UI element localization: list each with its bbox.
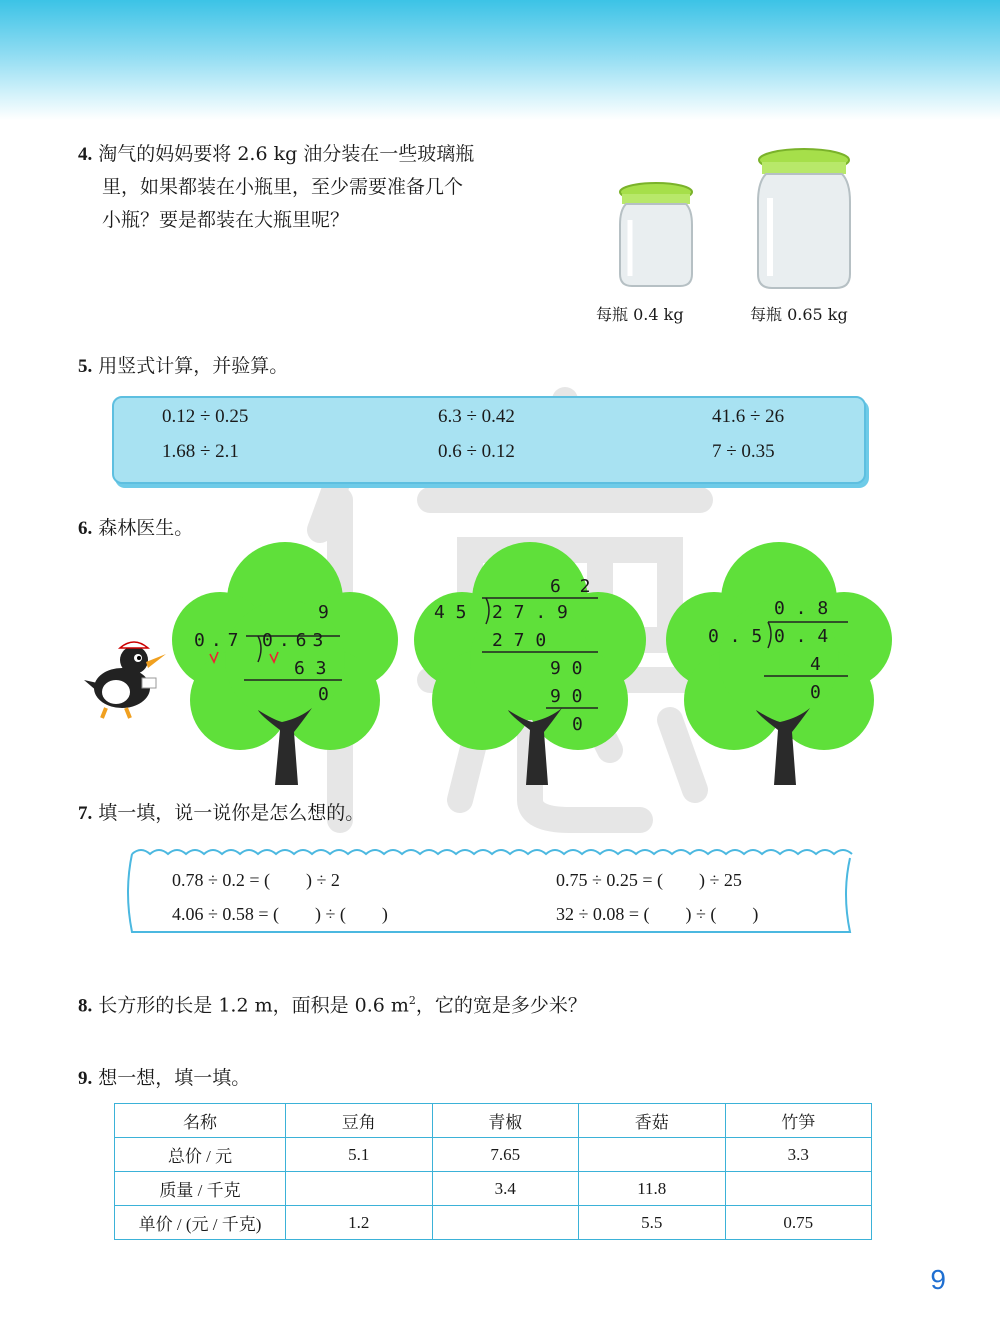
tree-2-remainder: 0 xyxy=(572,714,583,735)
tree-3-product: 4 xyxy=(810,654,821,675)
table-cell: 3.3 xyxy=(725,1138,872,1172)
woodpecker-icon xyxy=(76,632,168,720)
tree-1-product: 6 3 xyxy=(294,658,327,679)
tree-2-quotient: 6 2 xyxy=(550,576,595,597)
large-jar-image xyxy=(754,146,854,292)
question-8 xyxy=(78,984,587,1022)
page-number: 9 xyxy=(930,1264,946,1295)
table-cell xyxy=(432,1206,579,1240)
tree-2 xyxy=(410,540,650,785)
table-cell: 名称 xyxy=(115,1104,286,1138)
table-cell xyxy=(579,1138,726,1172)
fill-item: 4.06 ÷ 0.58 = ( ) ÷ ( ) xyxy=(172,904,388,924)
small-jar-image xyxy=(616,180,696,290)
correction-mark xyxy=(194,638,314,668)
header-band xyxy=(0,0,1000,120)
tree-1 xyxy=(170,540,400,785)
calculation-box xyxy=(112,396,866,484)
table-cell: 11.8 xyxy=(579,1172,726,1206)
question-number: 8. xyxy=(78,995,93,1017)
table-cell: 香菇 xyxy=(579,1104,726,1138)
question-5 xyxy=(78,350,288,383)
tree-3-dividend: 0 . 4 xyxy=(774,626,829,647)
tree-1-quotient: 9 xyxy=(318,602,329,623)
question-5-text: 用竖式计算，并验算。 xyxy=(98,355,289,377)
tree-2-product-1: 2 7 0 xyxy=(492,630,547,651)
fill-item: 0.78 ÷ 0.2 = ( ) ÷ 2 xyxy=(172,870,340,890)
table-cell: 青椒 xyxy=(432,1104,579,1138)
table-cell: 1.2 xyxy=(286,1206,433,1240)
tree-2-step-1: 9 0 xyxy=(550,658,583,679)
question-4-line-2: 里，如果都装在小瓶里，至少需要准备几个 xyxy=(102,176,464,198)
table-cell xyxy=(286,1172,433,1206)
question-number: 6. xyxy=(78,518,93,539)
question-6-text: 森林医生。 xyxy=(98,517,194,539)
price-table xyxy=(114,1103,872,1240)
tree-3-quotient: 0 . 8 xyxy=(774,598,829,619)
table-cell: 5.1 xyxy=(286,1138,433,1172)
question-number: 4. xyxy=(78,144,93,165)
tree-1-divisor: 0.7 xyxy=(194,630,245,651)
tree-2-dividend: 2 7 . 9 xyxy=(492,602,568,623)
small-jar-caption: 每瓶 0.4 kg xyxy=(596,305,684,324)
table-cell: 3.4 xyxy=(432,1172,579,1206)
table-cell: 豆角 xyxy=(286,1104,433,1138)
fill-item: 32 ÷ 0.08 = ( ) ÷ ( ) xyxy=(556,904,759,924)
question-number: 5. xyxy=(78,356,93,377)
question-4-line-3: 小瓶？要是都装在大瓶里呢？ xyxy=(102,209,350,231)
calc-item: 7 ÷ 0.35 xyxy=(712,441,775,462)
tree-3 xyxy=(664,540,894,785)
question-7-text: 填一填，说一说你是怎么想的。 xyxy=(98,802,365,824)
calc-item: 41.6 ÷ 26 xyxy=(712,406,785,427)
question-7 xyxy=(78,797,364,830)
table-cell: 总价 / 元 xyxy=(115,1138,286,1172)
question-number: 7. xyxy=(78,803,93,824)
tree-3-divisor: 0 . 5 xyxy=(708,626,763,647)
tree-2-product-2: 9 0 xyxy=(550,686,583,707)
fill-item: 0.75 ÷ 0.25 = ( ) ÷ 25 xyxy=(556,870,742,890)
question-number: 9. xyxy=(78,1068,93,1089)
calc-item: 0.6 ÷ 0.12 xyxy=(438,441,515,462)
table-cell: 竹笋 xyxy=(725,1104,872,1138)
question-9-text: 想一想，填一填。 xyxy=(98,1067,251,1089)
tree-1-remainder: 0 xyxy=(318,684,329,705)
large-jar-caption: 每瓶 0.65 kg xyxy=(750,305,848,324)
table-row xyxy=(115,1206,872,1240)
fill-box xyxy=(118,848,856,936)
table-cell: 质量 / 千克 xyxy=(115,1172,286,1206)
tree-2-divisor: 4 5 xyxy=(434,602,467,623)
calc-item: 1.68 ÷ 2.1 xyxy=(162,441,239,462)
table-row xyxy=(115,1172,872,1206)
table-cell xyxy=(725,1172,872,1206)
question-4-line-1: 淘气的妈妈要将 2.6 kg 油分装在一些玻璃瓶 xyxy=(98,143,475,165)
question-4 xyxy=(78,138,598,237)
table-row xyxy=(115,1138,872,1172)
table-cell: 单价 / (元 / 千克) xyxy=(115,1206,286,1240)
table-cell: 7.65 xyxy=(432,1138,579,1172)
question-8-text-b: ，它的宽是多少米？ xyxy=(415,994,587,1017)
calc-item: 0.12 ÷ 0.25 xyxy=(162,406,249,427)
table-row xyxy=(115,1104,872,1138)
question-8-text-a: 长方形的长是 1.2 m，面积是 0.6 m xyxy=(98,994,409,1017)
calc-item: 6.3 ÷ 0.42 xyxy=(438,406,515,427)
tree-1-dividend: 0.63 xyxy=(262,630,330,651)
question-9 xyxy=(78,1062,250,1095)
table-cell: 5.5 xyxy=(579,1206,726,1240)
table-cell: 0.75 xyxy=(725,1206,872,1240)
superscript: 2 xyxy=(408,994,416,1007)
tree-3-remainder: 0 xyxy=(810,682,821,703)
